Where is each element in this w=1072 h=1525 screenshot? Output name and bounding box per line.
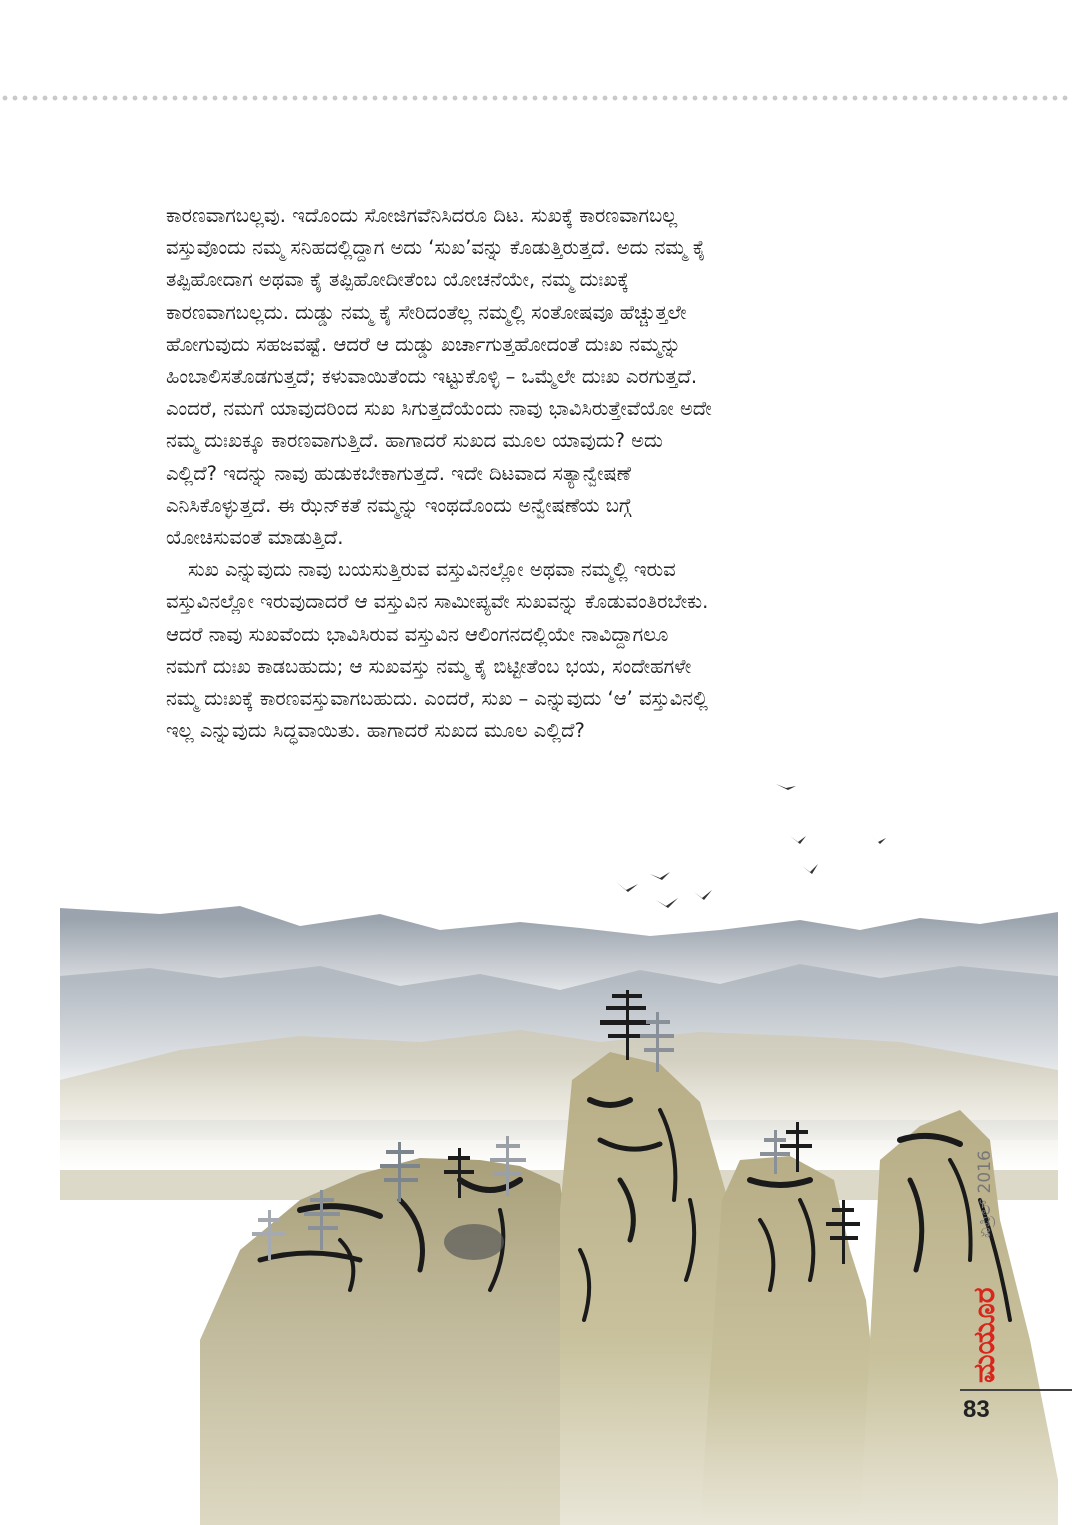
text-line: ವಸ್ತುವಿನಲ್ಲೋ ಇರುವುದಾದರೆ ಆ ವಸ್ತುವಿನ ಸಾಮೀಪ್ಯವೇ ಸುಖವನ್ನು ಕೊಡುವಂತಿರಬೇಕು. xyxy=(166,590,709,614)
bird xyxy=(650,872,670,880)
birds xyxy=(616,784,886,908)
text-line: ಕಾರಣವಾಗಬಲ್ಲದು. ದುಡ್ಡು ನಮ್ಮ ಕೈ ಸೇರಿದಂತೆಲ್ಲ ನಮ್ಮಲ್ಲಿ ಸಂತೋಷವೂ ಹೆಚ್ಚುತ್ತಲೇ xyxy=(166,300,687,324)
text-line: ಹಿಂಬಾಲಿಸತೊಡಗುತ್ತದೆ; ಕಳುವಾಯಿತೆಂದು ಇಟ್ಟುಕೊಳ್ಳಿ – ಒಮ್ಮೆಲೇ ದುಃಖ ಎರಗುತ್ತದೆ. xyxy=(166,365,698,389)
text-line: ಎನಿಸಿಕೊಳ್ಳುತ್ತದೆ. ಈ ಝೆನ್‌ಕತೆ ನಮ್ಮನ್ನು ಇಂಥದೊಂದು ಅನ್ವೇಷಣೆಯ ಬಗ್ಗೆ xyxy=(166,493,632,517)
mountain-landscape-illustration xyxy=(0,780,1072,1525)
paragraph-1 xyxy=(166,200,926,554)
cave-shadow xyxy=(444,1224,504,1260)
paragraph-2 xyxy=(166,554,926,747)
text-line: ಸುಖ ಎನ್ನುವುದು ನಾವು ಬಯಸುತ್ತಿರುವ ವಸ್ತುವಿನಲ್ಲೋ ಅಥವಾ ನಮ್ಮಲ್ಲಿ ಇರುವ xyxy=(188,558,676,582)
text-line: ಇಲ್ಲ ಎನ್ನುವುದು ಸಿದ್ಧವಾಯಿತು. ಹಾಗಾದರೆ ಸುಖದ ಮೂಲ ಎಲ್ಲಿದೆ? xyxy=(166,719,585,743)
bird xyxy=(790,836,806,844)
magazine-sidebar xyxy=(962,1088,1002,1388)
bird xyxy=(802,864,818,874)
text-line: ನಮಗೆ ದುಃಖ ಕಾಡಬಹುದು; ಆ ಸುಖವಸ್ತು ನಮ್ಮ ಕೈ ಬಿಟ್ಟೀತೆಂಬ ಭಯ, ಸಂದೇಹಗಳೇ xyxy=(166,654,692,678)
issue-date: ಏಪ್ರಿಲ್ 2016 xyxy=(975,1150,995,1238)
article-body xyxy=(166,200,926,747)
text-line: ಎಲ್ಲಿದೆ? ಇದನ್ನು ನಾವು ಹುಡುಕಬೇಕಾಗುತ್ತದೆ. ಇದೇ ದಿಟವಾದ ಸತ್ಯಾನ್ವೇಷಣೆ xyxy=(166,461,631,485)
text-line: ಹೋಗುವುದು ಸಹಜವಷ್ಟೆ. ಆದರೆ ಆ ದುಡ್ಡು ಖರ್ಚಾಗುತ್ತಹೋದಂತೆ ದುಃಖ ನಮ್ಮನ್ನು xyxy=(166,332,681,356)
left-rock-formation xyxy=(200,1158,570,1525)
bird xyxy=(616,882,638,892)
bird xyxy=(656,898,678,908)
text-line: ತಪ್ಪಿಹೋದಾಗ ಅಥವಾ ಕೈ ತಪ್ಪಿಹೋದೀತೆಂಬ ಯೋಚನೆಯೇ, ನಮ್ಮ ದುಃಖಕ್ಕೆ xyxy=(166,268,629,292)
page-number-rule xyxy=(960,1389,1072,1391)
page-number: 83 xyxy=(963,1396,990,1423)
magazine-logo: ಮಯೂರ xyxy=(967,1287,1002,1383)
top-dotted-rule xyxy=(0,94,1072,102)
text-line: ಯೋಚಿಸುವಂತೆ ಮಾಡುತ್ತಿದೆ. xyxy=(166,526,344,550)
text-line: ಎಂದರೆ, ನಮಗೆ ಯಾವುದರಿಂದ ಸುಖ ಸಿಗುತ್ತದೆಯೆಂದು ನಾವು ಭಾವಿಸಿರುತ್ತೇವೆಯೋ ಅದೇ xyxy=(166,397,712,421)
bird xyxy=(694,890,712,900)
text-line: ವಸ್ತುವೊಂದು ನಮ್ಮ ಸನಿಹದಲ್ಲಿದ್ದಾಗ ಅದು ‘ಸುಖ’ವನ್ನು ಕೊಡುತ್ತಿರುತ್ತದೆ. ಅದು ನಮ್ಮ ಕೈ xyxy=(166,236,706,260)
text-line: ಆದರೆ ನಾವು ಸುಖವೆಂದು ಭಾವಿಸಿರುವ ವಸ್ತುವಿನ ಆಲಿಂಗನದಲ್ಲಿಯೇ ನಾವಿದ್ದಾಗಲೂ xyxy=(166,622,669,646)
bird xyxy=(776,784,796,790)
text-line: ಕಾರಣವಾಗಬಲ್ಲವು. ಇದೊಂದು ಸೋಜಿಗವೆನಿಸಿದರೂ ದಿಟ. ಸುಖಕ್ಕೆ ಕಾರಣವಾಗಬಲ್ಲ xyxy=(166,204,678,227)
text-line: ನಮ್ಮ ದುಃಖಕ್ಕೂ ಕಾರಣವಾಗುತ್ತಿದೆ. ಹಾಗಾದರೆ ಸುಖದ ಮೂಲ ಯಾವುದು? ಅದು xyxy=(166,429,663,453)
text-line: ನಮ್ಮ ದುಃಖಕ್ಕೆ ಕಾರಣವಸ್ತುವಾಗಬಹುದು. ಎಂದರೆ, ಸುಖ – ಎನ್ನುವುದು ‘ಆ’ ವಸ್ತುವಿನಲ್ಲಿ xyxy=(166,687,708,711)
bird xyxy=(872,836,886,844)
